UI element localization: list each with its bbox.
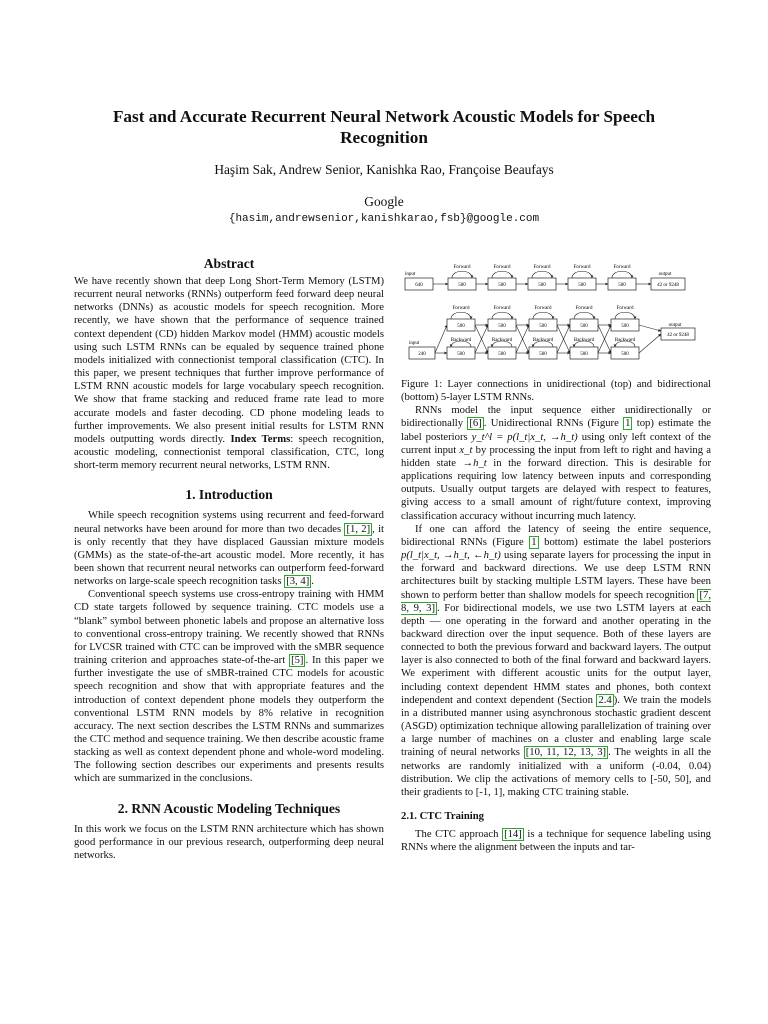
unidirectional-network <box>405 265 685 290</box>
figure-1-caption: Figure 1: Layer connections in unidirectional (top) and bidirectional (bottom) 5-layer LSTM RNNs. <box>401 379 711 404</box>
figure-link[interactable]: 1 <box>531 536 537 548</box>
email-list: {hasim,andrewsenior,kanishkarao,fsb}@google.com <box>228 213 540 225</box>
intro-paragraph-1: While speech recognition systems using recurrent and feed-forward neural networks have been around for more than two decades [1, 2] , it is only recently that they have displaced Gaussian mixture models (GMMs) as the state-of-the-art acoustic model. More recently, it has been shown that recurrent neural networks can outperform feed-forward networks on large-scale speech recognition tasks [3, 4] . <box>74 510 385 588</box>
forward-label: Forward <box>533 265 551 270</box>
output-label: output <box>668 323 682 328</box>
math-posterior: y_t^l = p(l_t|x_t, →h_t) <box>471 431 578 443</box>
forward-label: Forward <box>453 265 471 270</box>
forward-layer-box-label: 500 <box>621 324 629 329</box>
output-box-label: 42 or 9248 <box>667 333 689 338</box>
backward-label: Backward <box>532 338 554 343</box>
author-list: Haşim Sak, Andrew Senior, Kanishka Rao, Françoise Beaufays <box>214 162 554 177</box>
right-paragraph-1: RNNs model the input sequence either unidirectionally or bidirectionally [6] . Unidirectional RNNs (Figure 1 top) estimate the label posteriors y_t^l = p(l_t|x_t, →h_t) using only left context of the current input x_t by processing the input from left to right and having a hidden state →h_t in the forward direction. This is desirable for applications requiring low latency between inputs and corresponding outputs. Usually output targets are delayed with respect to features, giving access to a small amount of right/future context, improving classification accuracy without incurring much latency. <box>401 405 712 522</box>
forward-layer-box-label: 500 <box>580 324 588 329</box>
forward-label: Forward <box>573 265 591 270</box>
forward-label: Forward <box>493 265 511 270</box>
recurrent-loop <box>572 271 592 278</box>
citation-link[interactable]: [3, 4] <box>286 576 310 588</box>
section-link[interactable]: 2.4 <box>598 694 612 706</box>
input-label: input <box>409 341 420 346</box>
backward-label: Backward <box>573 338 595 343</box>
backward-layer-box-label: 500 <box>539 352 547 357</box>
recurrent-loop <box>612 271 632 278</box>
forward-label: Forward <box>452 306 470 311</box>
right-paragraph-2: If one can afford the latency of seeing the entire sequence, bidirectional RNNs (Figure 1 bottom) estimate the label posteriors p(l_t|x_t, →h_t, ←h_t) using separate layers for processing the input in the forward and backward directions. We use deep LSTM RNN architectures built by stacking multiple LSTM layers. These have been shown to perform better than shallow models for speech recognition [7, 8, 9, 3] . For bidirectional models, we use two LSTM layers at each depth — one operating in the forward and another operating in the backward direction over the input sequence. Both of these layers are connected to both the previous forward and backward layers. The output layer is also connected to both of the final forward and backward layers. We experiment with different acoustic units for the output layer, including context dependent HMM states and phones, both context independent and context dependent (Section 2.4 ). We train the models in a distributed manner using asynchronous stochastic gradient descent (ASGD) optimization technique allowing parallelization of training over a large number of machines on a cluster and enabling large scale training of neural networks [10, 11, 12, 13, 3] . The weights in all the networks are randomly initialized with a uniform (-0.04, 0.04) distribution. We clip the activations of memory cells to [-50, 50], and their gradients to [-1, 1], making CTC training stable. <box>401 523 712 798</box>
lstm-layer-box-label: 500 <box>498 283 506 288</box>
backward-layer-box-label: 500 <box>621 352 629 357</box>
forward-label: Forward <box>493 306 511 311</box>
citation-link[interactable]: [1, 2] <box>346 523 371 535</box>
connection-line <box>639 334 661 353</box>
math-bidirectional-posterior: p(l_t|x_t, →h_t, ←h_t) <box>401 550 501 562</box>
forward-label: Forward <box>534 306 552 311</box>
backward-label: Backward <box>614 338 636 343</box>
lstm-layer-box-label: 500 <box>538 283 546 288</box>
recurrent-loop <box>492 312 512 319</box>
backward-layer-box-label: 500 <box>580 352 588 357</box>
intro-paragraph-2: Conventional speech systems use cross-entropy training with HMM CD state targets followed by sequence training. CTC models use a “blank” symbol between phonetic labels and propose an alternative loss to conventional cross-entropy training. We recently showed that RNNs for LVCSR trained with CTC can be improved with the sMBR sequence training criterion and approaches state-of-the-art [5] . In this paper we further investigate the use of sMBR-trained CTC models for acoustic speech recognition and show that with appropriate features and the introduction of context dependent phone models they outperform the conventional LSTM RNN models by 8% relative in recognition accuracy. The next section describes the LSTM RNNs and summarizes the CTC method and sequence training. We then describe acoustic frame stacking as well as context dependent phone and whole-word modeling. The following section describes our experiments and presents results which are summarized in the conclusions. <box>74 589 385 785</box>
recurrent-loop <box>452 271 472 278</box>
forward-label: Forward <box>575 306 593 311</box>
figure-link[interactable]: 1 <box>625 418 631 430</box>
index-terms-label: Index Terms <box>230 433 291 445</box>
math-hidden-state: →h_t <box>462 457 487 469</box>
connection-line <box>639 325 661 331</box>
left-column <box>74 255 384 862</box>
output-label: output <box>658 272 672 277</box>
right-column <box>401 378 711 854</box>
index-terms: : speech recognition, acoustic modeling, connectionist temporal classification, CTC, long short-term memory recurrent neural networks, LSTM RNN. <box>74 433 384 472</box>
forward-label: Forward <box>613 265 631 270</box>
affiliation: Google <box>364 194 404 209</box>
citation-link[interactable]: [14] <box>504 829 522 841</box>
input-box-label: 640 <box>415 283 423 288</box>
lstm-layer-box-label: 500 <box>458 283 466 288</box>
citation-link[interactable]: [7, 8, 9, 3] <box>401 589 711 614</box>
abstract-heading: Abstract <box>203 256 255 271</box>
backward-label: Backward <box>450 338 472 343</box>
connection-line <box>435 325 447 353</box>
recurrent-loop <box>574 312 594 319</box>
introduction-heading: 1. Introduction <box>185 487 273 503</box>
ctc-training-heading: 2.1. CTC Training <box>401 811 484 822</box>
input-label: input <box>405 272 416 277</box>
math-input: x_t <box>459 444 473 456</box>
recurrent-loop <box>451 312 471 319</box>
right-paragraph-3: The CTC approach [14] is a technique for sequence labeling using RNNs where the alignment between the inputs and tar- <box>401 829 711 854</box>
input-box-label: 240 <box>418 352 426 357</box>
recurrent-loop <box>533 312 553 319</box>
citation-link[interactable]: [6] <box>469 418 482 430</box>
lstm-layer-box-label: 500 <box>578 283 586 288</box>
bidirectional-network <box>409 306 695 359</box>
figure-1-diagram <box>403 258 703 368</box>
rnn-section-paragraph: In this work we focus on the LSTM RNN architecture which has shown good performance in our previous research, outperforming deep neural networks. <box>74 823 384 861</box>
abstract-text: We have recently shown that deep Long Short-Term Memory (LSTM) recurrent neural networks (RNNs) outperform feed forward deep neural networks (DNNs) as acoustic models for speech recognition. More recently, we have shown that the performance of sequence trained context dependent (CD) hidden Markov model (HMM) acoustic models using such LSTM RNNs can be equaled by sequence trained phone models initialized with connectionist temporal classification (CTC). In this paper, we present techniques that further improve performance of LSTM RNN acoustic models for large vocabulary speech recognition. We show that frame stacking and reduced frame rate lead to more accurate models and faster decoding. CD phone modeling leads to further improvements. We also present initial results for LSTM RNN models outputting words directly. Index Terms: speech recognition, acoustic modeling, connectionist temporal classification, CTC, long short-term memory recurrent neural networks, LSTM RNN. <box>74 276 384 472</box>
recurrent-loop <box>492 271 512 278</box>
backward-layer-box-label: 500 <box>498 352 506 357</box>
output-box-label: 42 or 9248 <box>657 283 679 288</box>
lstm-layer-box-label: 500 <box>618 283 626 288</box>
rnn-section-heading: 2. RNN Acoustic Modeling Techniques <box>117 800 341 816</box>
backward-label: Backward <box>491 338 513 343</box>
forward-label: Forward <box>616 306 634 311</box>
forward-layer-box-label: 500 <box>457 324 465 329</box>
citation-link[interactable]: [10, 11, 12, 13, 3] <box>525 747 607 759</box>
backward-layer-box-label: 500 <box>457 352 465 357</box>
citation-link[interactable]: [5] <box>291 655 304 667</box>
recurrent-loop <box>532 271 552 278</box>
forward-layer-box-label: 500 <box>539 324 547 329</box>
paper-title: Fast and Accurate Recurrent Neural Network Acoustic Models for Speech Recognition <box>112 107 656 147</box>
forward-layer-box-label: 500 <box>498 324 506 329</box>
recurrent-loop <box>615 312 635 319</box>
